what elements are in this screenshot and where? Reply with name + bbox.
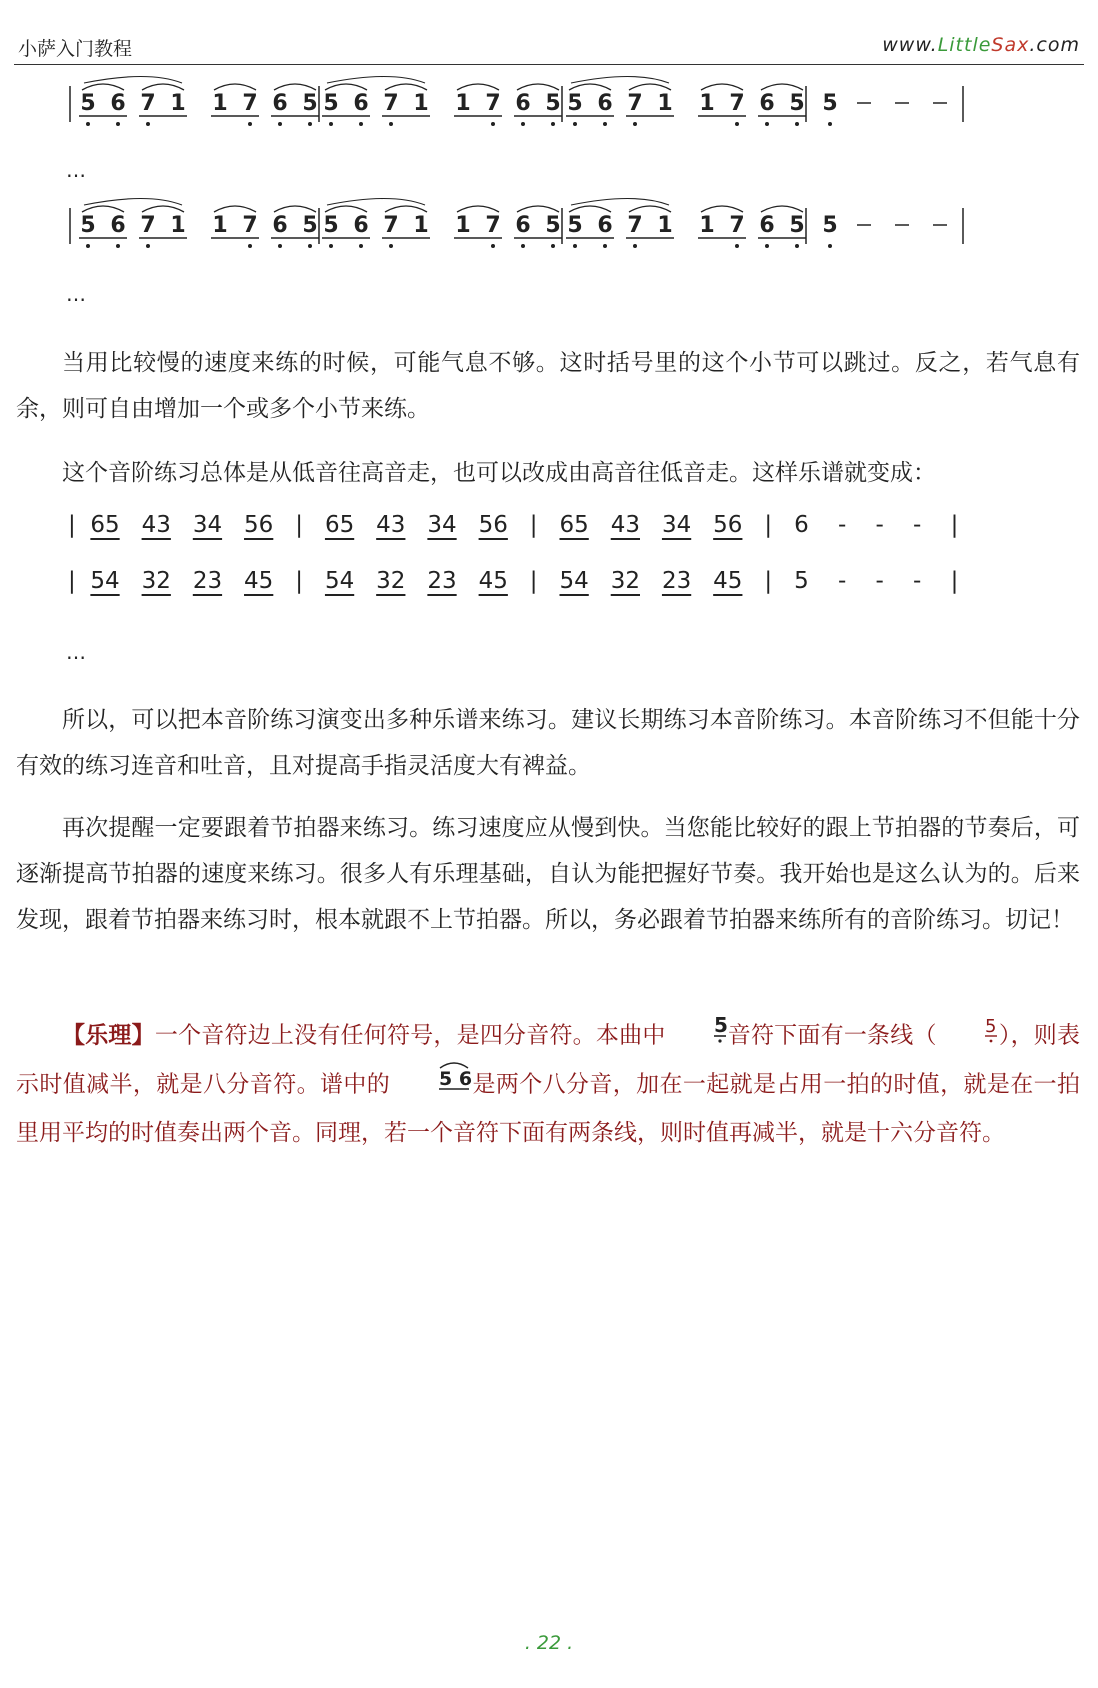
low-octave-dot bbox=[603, 122, 607, 126]
bar-symbol: | bbox=[507, 512, 560, 538]
low-octave-dot bbox=[146, 122, 150, 126]
note-group: 54 bbox=[324, 568, 355, 594]
low-octave-dot bbox=[795, 244, 799, 248]
svg-text:5: 5 bbox=[984, 1016, 997, 1037]
low-octave-dot bbox=[828, 244, 832, 248]
slur bbox=[82, 206, 124, 212]
low-octave-dot bbox=[248, 244, 252, 248]
note-group: 32 bbox=[141, 568, 171, 594]
phrase-slur bbox=[84, 77, 182, 84]
note: 7 bbox=[242, 213, 258, 238]
note-group: 43 bbox=[610, 512, 640, 538]
final-note: 5 bbox=[822, 91, 838, 116]
eighth-note-inline-symbol bbox=[937, 1012, 999, 1060]
slur bbox=[761, 206, 803, 212]
bar-symbol: | bbox=[742, 568, 795, 594]
phrase-slur bbox=[327, 199, 425, 206]
final-note: 5 bbox=[822, 213, 838, 238]
score-svg bbox=[0, 0, 1098, 320]
note: 1 bbox=[699, 91, 715, 116]
note-group: 34 bbox=[661, 512, 692, 538]
slur bbox=[629, 84, 671, 90]
url-prefix: www. bbox=[882, 34, 938, 56]
note-group: 65 bbox=[90, 512, 120, 538]
header-title: 小萨入门教程 bbox=[18, 38, 133, 60]
note-group: 45 bbox=[478, 568, 508, 594]
note-group: 34 bbox=[427, 512, 457, 538]
slur bbox=[517, 84, 559, 90]
note: 7 bbox=[485, 213, 501, 238]
note: 5 bbox=[302, 91, 318, 116]
slur bbox=[629, 206, 671, 212]
note-group: 45 bbox=[244, 568, 274, 594]
note: 5 bbox=[302, 213, 318, 238]
phrase-slur bbox=[571, 77, 669, 84]
note-group: 56 bbox=[478, 512, 508, 538]
note: 7 bbox=[729, 91, 745, 116]
page-number: . 22 . bbox=[524, 1632, 574, 1654]
page-number-value: 22 bbox=[536, 1632, 562, 1654]
bar-symbol: | bbox=[507, 568, 560, 594]
low-octave-dot bbox=[633, 244, 637, 248]
note: 7 bbox=[627, 213, 643, 238]
bar-symbol: | bbox=[68, 568, 91, 594]
slur bbox=[325, 84, 367, 90]
note: 7 bbox=[383, 91, 399, 116]
low-octave-dot bbox=[86, 244, 90, 248]
url-sax: Sax bbox=[991, 34, 1030, 56]
slur bbox=[457, 206, 499, 212]
numbered-row-1 bbox=[68, 512, 958, 538]
slur bbox=[517, 206, 559, 212]
note: 6 bbox=[515, 91, 531, 116]
phrase-slur bbox=[84, 199, 182, 206]
paragraph-reverse: 这个音阶练习总体是从低音往高音走，也可以改成由高音往低音走。这样乐谱就变成： bbox=[62, 460, 936, 486]
spacer bbox=[120, 512, 142, 538]
slur bbox=[761, 84, 803, 90]
note-group: 45 bbox=[713, 568, 743, 594]
note-group: 65 bbox=[324, 512, 355, 538]
eighth-note-symbol bbox=[666, 1012, 728, 1060]
spacer bbox=[120, 568, 142, 594]
spacer bbox=[354, 568, 376, 594]
bar-symbol: | bbox=[68, 512, 91, 538]
low-octave-dot bbox=[359, 122, 363, 126]
spacer bbox=[640, 512, 662, 538]
bar-symbol: | bbox=[742, 512, 795, 538]
low-octave-dot bbox=[329, 244, 333, 248]
note: 5 bbox=[323, 91, 339, 116]
slur bbox=[569, 84, 611, 90]
note: 6 bbox=[759, 91, 775, 116]
note: 1 bbox=[699, 213, 715, 238]
note: 6 bbox=[597, 91, 613, 116]
low-octave-dot bbox=[86, 122, 90, 126]
note: 5 bbox=[545, 213, 561, 238]
note: 5 bbox=[789, 213, 805, 238]
note-group: 65 bbox=[559, 512, 589, 538]
note-group: 32 bbox=[376, 568, 406, 594]
slur bbox=[274, 84, 316, 90]
low-octave-dot bbox=[308, 122, 312, 126]
slur bbox=[142, 206, 184, 212]
final-measure: 6 - - - | bbox=[794, 512, 959, 538]
ellipsis-3: … bbox=[66, 640, 86, 664]
low-octave-dot bbox=[795, 122, 799, 126]
theory-label: 【乐理】 bbox=[62, 1022, 155, 1049]
note: 6 bbox=[353, 91, 369, 116]
note-group: 32 bbox=[610, 568, 640, 594]
note: 1 bbox=[657, 213, 673, 238]
note: 7 bbox=[140, 213, 156, 238]
low-octave-dot bbox=[765, 122, 769, 126]
low-octave-dot bbox=[828, 122, 832, 126]
slur bbox=[214, 206, 256, 212]
url-suffix: .com bbox=[1029, 34, 1080, 56]
low-octave-dot bbox=[765, 244, 769, 248]
ellipsis-2: … bbox=[66, 282, 86, 306]
spacer bbox=[691, 568, 713, 594]
spacer bbox=[589, 568, 611, 594]
theory-text-a: 一个音符边上没有任何符号，是四分音符。本曲中 bbox=[154, 1022, 666, 1049]
note: 6 bbox=[353, 213, 369, 238]
low-octave-dot bbox=[359, 244, 363, 248]
bar-symbol: | bbox=[273, 512, 325, 538]
ellipsis-1: … bbox=[66, 158, 86, 182]
bar-symbol: | bbox=[273, 568, 325, 594]
note: 7 bbox=[627, 91, 643, 116]
note-group: 23 bbox=[192, 568, 223, 594]
low-octave-dot bbox=[735, 244, 739, 248]
theory-text-d: 是两个八分音，加在一起就是占用一拍的时值，就是在一拍里用平均的时值奏出两个音。同理，若一个音符下面有两条线，则时值再减半，就是十六分音符。 bbox=[16, 1071, 1081, 1146]
low-octave-dot bbox=[278, 122, 282, 126]
low-octave-dot bbox=[551, 122, 555, 126]
spacer bbox=[405, 568, 427, 594]
theory-text-c: ），则表示时值减半，就是八分音符。谱中的 bbox=[16, 1022, 1081, 1098]
note: 7 bbox=[729, 213, 745, 238]
paragraph-tempo: 当用比较慢的速度来练的时候，可能气息不够。这时括号里的这个小节可以跳过。反之，若气息有余，则可自由增加一个或多个小节来练。 bbox=[16, 350, 1080, 422]
paragraph-metronome: 再次提醒一定要跟着节拍器来练习。练习速度应从慢到快。当您能比较好的跟上节拍器的节奏后，可逐渐提高节拍器的速度来练习。很多人有乐理基础，自认为能把握好节奏。我开始也是这么认为的。后来发现，跟着节拍器来练习时，根本就跟不上节拍器。所以，务必跟着节拍器来练所有的音阶练习。切记！ bbox=[16, 815, 1080, 933]
phrase-slur bbox=[571, 199, 669, 206]
note-group: 56 bbox=[244, 512, 274, 538]
note: 7 bbox=[383, 213, 399, 238]
note-group: 43 bbox=[376, 512, 406, 538]
slur bbox=[385, 206, 427, 212]
note: 5 bbox=[545, 91, 561, 116]
low-octave-dot bbox=[603, 244, 607, 248]
note-group: 54 bbox=[90, 568, 120, 594]
spacer bbox=[457, 568, 479, 594]
note-group: 54 bbox=[559, 568, 589, 594]
note: 6 bbox=[759, 213, 775, 238]
low-octave-dot bbox=[278, 244, 282, 248]
low-octave-dot bbox=[491, 122, 495, 126]
note-group: 34 bbox=[192, 512, 223, 538]
slur bbox=[214, 84, 256, 90]
note: 5 bbox=[80, 91, 96, 116]
slur bbox=[325, 206, 367, 212]
slur bbox=[385, 84, 427, 90]
note: 6 bbox=[515, 213, 531, 238]
paragraph-variations: 所以，可以把本音阶练习演变出多种乐谱来练习。建议长期练习本音阶练习。本音阶练习不但能十分有效的练习连音和吐音，且对提高手指灵活度大有裨益。 bbox=[16, 707, 1080, 779]
slur bbox=[701, 84, 743, 90]
note: 7 bbox=[485, 91, 501, 116]
note: 1 bbox=[170, 213, 186, 238]
note-group: 56 bbox=[713, 512, 743, 538]
svg-text:5: 5 bbox=[713, 1013, 728, 1037]
spacer bbox=[691, 512, 713, 538]
url-little: Little bbox=[937, 34, 992, 56]
note: 5 bbox=[323, 213, 339, 238]
slurred-eighth-pair-symbol bbox=[390, 1060, 472, 1110]
spacer bbox=[640, 568, 662, 594]
spacer bbox=[171, 568, 193, 594]
note: 1 bbox=[657, 91, 673, 116]
note-group: 23 bbox=[661, 568, 692, 594]
spacer bbox=[589, 512, 611, 538]
note: 5 bbox=[567, 213, 583, 238]
spacer bbox=[171, 512, 193, 538]
numbered-row-2 bbox=[68, 568, 958, 594]
low-octave-dot bbox=[248, 122, 252, 126]
note: 1 bbox=[170, 91, 186, 116]
note-group: 43 bbox=[141, 512, 171, 538]
slur bbox=[274, 206, 316, 212]
note: 5 bbox=[567, 91, 583, 116]
note: 1 bbox=[413, 213, 429, 238]
phrase-slur bbox=[327, 77, 425, 84]
note-group: 23 bbox=[427, 568, 457, 594]
note: 6 bbox=[597, 213, 613, 238]
note: 1 bbox=[455, 91, 471, 116]
slur bbox=[457, 84, 499, 90]
low-octave-dot bbox=[116, 122, 120, 126]
note: 1 bbox=[212, 213, 228, 238]
note: 5 bbox=[80, 213, 96, 238]
slur bbox=[569, 206, 611, 212]
low-octave-dot bbox=[116, 244, 120, 248]
low-octave-dot bbox=[146, 244, 150, 248]
note: 7 bbox=[140, 91, 156, 116]
note: 6 bbox=[110, 91, 126, 116]
note: 7 bbox=[242, 91, 258, 116]
note: 6 bbox=[272, 213, 288, 238]
note: 1 bbox=[212, 91, 228, 116]
spacer bbox=[222, 512, 244, 538]
slur bbox=[701, 206, 743, 212]
slur bbox=[82, 84, 124, 90]
spacer bbox=[222, 568, 244, 594]
low-octave-dot bbox=[491, 244, 495, 248]
low-octave-dot bbox=[329, 122, 333, 126]
low-octave-dot bbox=[551, 244, 555, 248]
paragraph-theory bbox=[16, 1012, 1080, 1156]
svg-text:5 6: 5 6 bbox=[439, 1068, 473, 1090]
slur bbox=[142, 84, 184, 90]
note: 1 bbox=[413, 91, 429, 116]
note: 6 bbox=[272, 91, 288, 116]
spacer bbox=[354, 512, 376, 538]
theory-text-b: 音符下面有一条线（ bbox=[727, 1022, 937, 1049]
low-octave-dot bbox=[573, 122, 577, 126]
low-octave-dot bbox=[389, 244, 393, 248]
note: 6 bbox=[110, 213, 126, 238]
final-measure: 5 - - - | bbox=[794, 568, 959, 594]
low-octave-dot bbox=[573, 244, 577, 248]
spacer bbox=[457, 512, 479, 538]
low-octave-dot bbox=[389, 122, 393, 126]
low-octave-dot bbox=[521, 122, 525, 126]
low-octave-dot bbox=[735, 122, 739, 126]
low-octave-dot bbox=[633, 122, 637, 126]
spacer bbox=[405, 512, 427, 538]
note: 1 bbox=[455, 213, 471, 238]
low-octave-dot bbox=[521, 244, 525, 248]
low-octave-dot bbox=[308, 244, 312, 248]
note: 5 bbox=[789, 91, 805, 116]
